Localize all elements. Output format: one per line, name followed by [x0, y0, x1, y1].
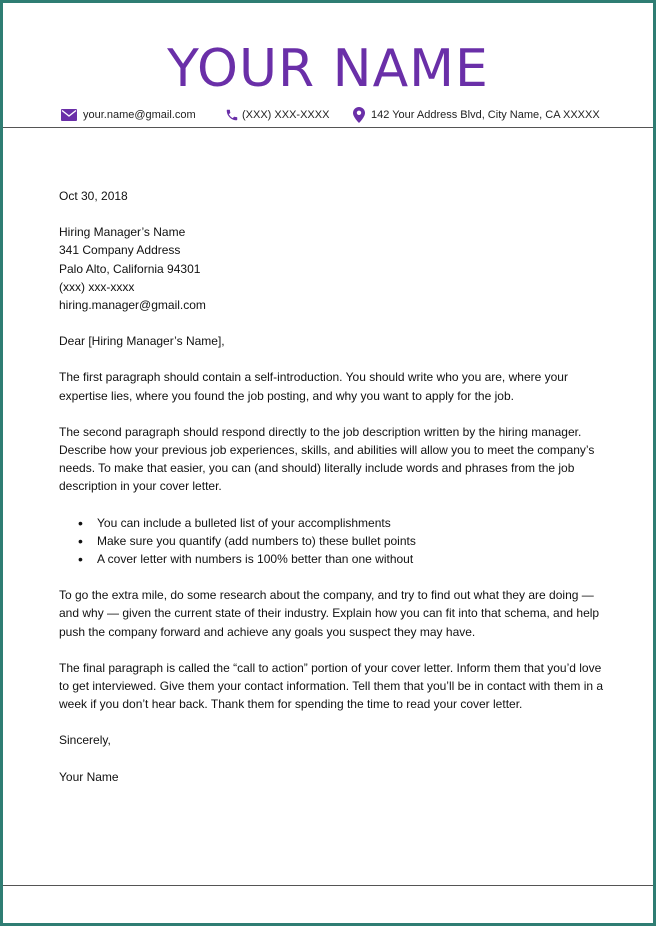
recipient-phone: (xxx) xxx-xxxx — [59, 279, 135, 294]
bullet-item: • You can include a bulleted list of your accomplishments — [59, 514, 604, 532]
contact-email — [61, 105, 196, 125]
closing: Sincerely, — [59, 733, 111, 748]
recipient-block — [59, 223, 604, 314]
envelope-icon — [61, 109, 77, 121]
address-text: 142 Your Address Blvd, City Name, CA XXXXX — [371, 109, 600, 121]
paragraph-4: The final paragraph is called the “call to action” portion of your cover letter. Inform them that you’d love to get interviewed. Give them your contact information. Tell them that you’ll be in contact with them in a week if you don’t hear back. Thank them for spending the time to read your cover letter. — [59, 660, 604, 712]
letter-body — [59, 187, 604, 786]
accomplishment-bullets — [59, 514, 604, 569]
header-divider — [3, 127, 653, 128]
phone-text: (XXX) XXX-XXXX — [242, 109, 330, 121]
paragraph-3: To go the extra mile, do some research about the company, and try to find out what they are doing — and why — given the current state of their industry. Explain how you can fit into that schema, and help push the company forward and achieve any goals you suspect they may have. — [59, 588, 600, 639]
letter-date: Oct 30, 2018 — [59, 189, 128, 203]
contact-address — [353, 105, 600, 125]
footer-divider — [3, 885, 653, 886]
bullet-item: • Make sure you quantify (add numbers to) these bullet points — [59, 532, 604, 550]
paragraph-1: The first paragraph should contain a self-introduction. You should write who you are, where your expertise lies, where you found the job posting, and why you want to apply for the job. — [59, 370, 568, 403]
phone-icon — [225, 108, 239, 122]
recipient-email: hiring.manager@gmail.com — [59, 298, 206, 313]
recipient-city: Palo Alto, California 94301 — [59, 261, 201, 276]
header-name: YOUR NAME — [167, 39, 489, 99]
bullet-item: • A cover letter with numbers is 100% better than one without — [59, 550, 604, 568]
map-pin-icon — [353, 107, 365, 123]
paragraph-2: The second paragraph should respond directly to the job description written by the hiring manager. Describe how your previous job experiences, skills, and abilities will allow you to meet the company’s needs. To make that easier, you can (and should) literally include words and phrases from the job description in your cover letter. — [59, 424, 595, 494]
recipient-street: 341 Company Address — [59, 243, 181, 258]
recipient-name: Hiring Manager’s Name — [59, 225, 186, 240]
contact-row — [3, 105, 653, 125]
email-text: your.name@gmail.com — [83, 109, 196, 121]
salutation: Dear [Hiring Manager’s Name], — [59, 334, 225, 349]
signature-name: Your Name — [59, 769, 119, 784]
contact-phone — [225, 105, 329, 125]
